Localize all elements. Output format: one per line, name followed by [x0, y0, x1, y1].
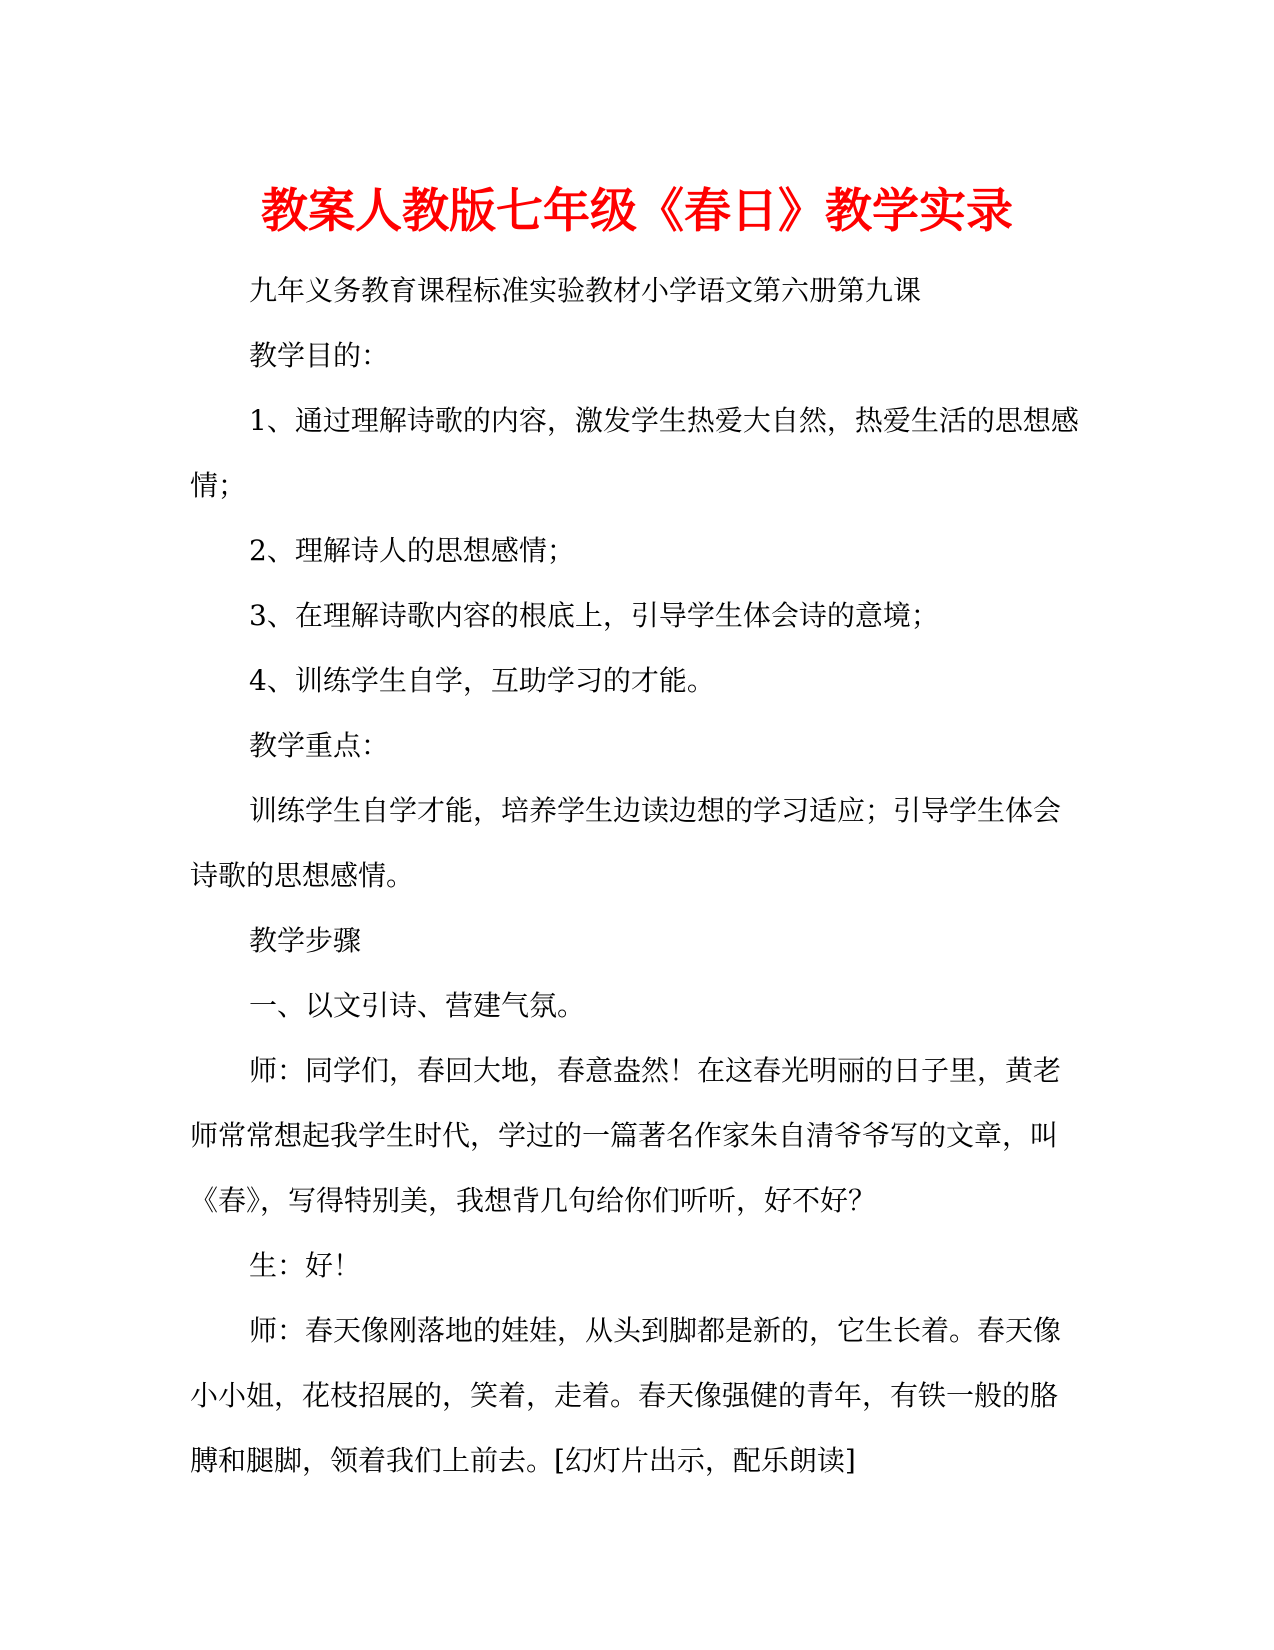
paragraph-textbook-info: 九年义务教育课程标准实验教材小学语文第六册第九课	[249, 274, 922, 307]
paragraph-teacher-intro: 师：同学们，春回大地，春意盎然！在这春光明丽的日子里，黄老师常常想起我学生时代，学过的一篇著名作家朱自清爷爷写的文章，叫《春》，写得特别美，我想背几句给你们听听，好不好？	[190, 1054, 1062, 1217]
paragraph-objective-1: 1、通过理解诗歌的内容，激发学生热爱大自然，热爱生活的思想感情；	[190, 404, 1079, 502]
paragraph-objective-4: 4、训练学生自学，互助学习的才能。	[249, 664, 715, 697]
paragraph-steps-heading: 教学步骤	[249, 924, 362, 957]
paragraph-step-1: 一、以文引诗、营建气氛。	[249, 989, 586, 1022]
document-body	[190, 258, 1080, 1493]
paragraph-key-points-heading: 教学重点：	[249, 729, 390, 762]
paragraph-teacher-recital: 师：春天像刚落地的娃娃，从头到脚都是新的，它生长着。春天像小小姐，花枝招展的，笑着，走着。春天像强健的青年，有铁一般的胳膊和腿脚，领着我们上前去。[幻灯片出示，配乐朗读]	[190, 1314, 1062, 1477]
paragraph-objectives-heading: 教学目的：	[249, 339, 390, 372]
paragraph-objective-2: 2、理解诗人的思想感情；	[249, 534, 575, 567]
document-title: 教案人教版七年级《春日》教学实录	[261, 184, 1013, 239]
paragraph-objective-3: 3、在理解诗歌内容的根底上，引导学生体会诗的意境；	[249, 599, 939, 632]
paragraph-key-points: 训练学生自学才能，培养学生边读边想的学习适应；引导学生体会诗歌的思想感情。	[190, 794, 1062, 892]
paragraph-student-reply: 生：好！	[249, 1249, 362, 1282]
